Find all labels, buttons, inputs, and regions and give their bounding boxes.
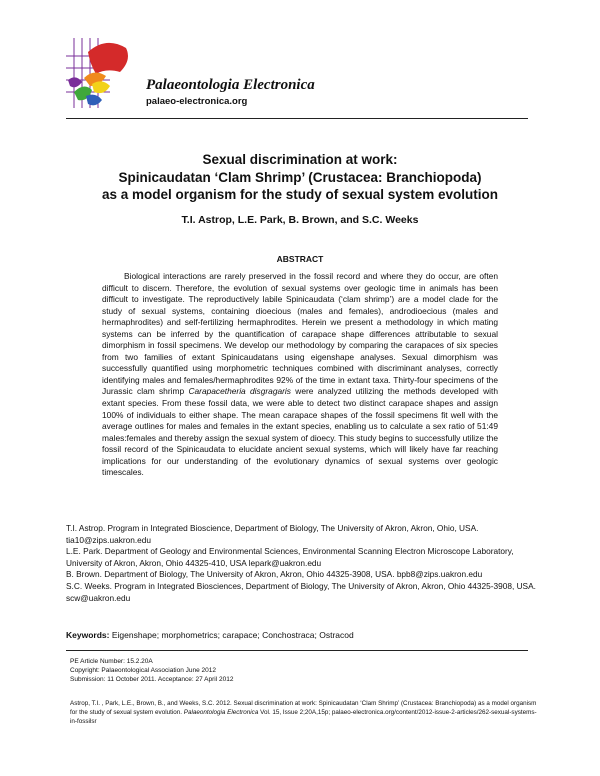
article-title bbox=[60, 151, 540, 204]
citation-volume: Vol. 15, Issue 2;20A,15p; bbox=[260, 709, 331, 717]
submission-dates: Submission: 11 October 2011. Acceptance: 27 April 2012 bbox=[70, 676, 234, 684]
article-number: PE Article Number: 15.2.20A bbox=[70, 658, 153, 665]
affiliation-item: S.C. Weeks. Program in Integrated Biosciences, Department of Biology, The University of Akron, Akron, Ohio 44325-3908, USA. scw@uakron.edu bbox=[66, 580, 536, 603]
affiliations bbox=[66, 523, 538, 604]
abstract-species: Carapacetheria disgragaris bbox=[188, 386, 291, 397]
keywords-text: Eigenshape; morphometrics; carapace; Conchostraca; Ostracod bbox=[111, 630, 354, 640]
authors: T.I. Astrop, L.E. Park, B. Brown, and S.C. Weeks bbox=[181, 214, 419, 226]
citation-text: Astrop, T.I. , Park, L.E., Brown, B., and Weeks, S.C. 2012. Sexual discrimination at work: Spinicaudatan ‘Clam Shrimp’ (Crustacea: Branchiopoda) as a model organism for the study of sexual system evolution. bbox=[70, 700, 537, 717]
citation-journal: Palaeontologia Electronica bbox=[183, 709, 259, 717]
journal-url[interactable]: palaeo-electronica.org bbox=[146, 96, 248, 107]
copyright: Copyright: Palaeontological Association June 2012 bbox=[70, 667, 216, 675]
journal-name: Palaeontologia Electronica bbox=[146, 77, 315, 93]
citation-url[interactable]: palaeo-electronica.org/content/2012-issue-2-articles/262-sexual-systems-in-fossilsr bbox=[70, 709, 537, 726]
title-line: Sexual discrimination at work: bbox=[202, 152, 398, 167]
citation bbox=[70, 699, 538, 727]
title-line: Spinicaudatan ‘Clam Shrimp’ (Crustacea: Branchiopoda) bbox=[118, 169, 482, 185]
title-line: as a model organism for the study of sexual system evolution bbox=[101, 187, 499, 202]
keywords bbox=[66, 630, 354, 640]
affiliation-item: L.E. Park. Department of Geology and Environmental Sciences, Environmental Scanning Electron Microscope Laboratory, University of Akron, Akron, Ohio 44325-410, USA lepark@uakron.edu bbox=[66, 546, 514, 568]
footer-rule bbox=[66, 650, 528, 651]
article-meta bbox=[70, 657, 233, 685]
affiliation-item: B. Brown. Department of Biology, The University of Akron, Akron, Ohio 44325-3908, USA. bpb8@zips.uakron.edu bbox=[66, 569, 483, 580]
abstract-text bbox=[102, 271, 498, 479]
abstract-heading: ABSTRACT bbox=[276, 254, 324, 264]
keywords-label: Keywords: bbox=[66, 630, 110, 640]
affiliation-item: T.I. Astrop. Program in Integrated Bioscience, Department of Biology, The University of Akron, Akron, Ohio, USA. tia10@zips.uakron.edu bbox=[66, 523, 479, 545]
abstract-part-2: were analyzed utilizing the methods developed with extant species. From these fossil data, we were able to detect two distinct carapace shapes and assign 100% of individuals to either shape. The mean carapace shapes of the fossil specimens fit well with the average outlines for males and females in the extant species, enabling us to calculate a sex ratio of 51:49 males:females and thereby assign the sexual system of dioecy. This study begins to successfully utilize the fossil record of the Spinicaudata to elucidate ancient sexual systems, which will likely have far reaching implications for our understanding of the evolutionary dynamics of sexual systems over geologic timescales. bbox=[102, 386, 499, 478]
header-rule bbox=[66, 118, 528, 119]
journal-logo bbox=[66, 38, 132, 108]
abstract-part-1: Biological interactions are rarely preserved in the fossil record and where they do occur, are often difficult to discern. Therefore, the evolution of sexual systems over geologic time in animals has been difficult to investigate. The reproductively labile Spinicaudata (‘clam shrimp’) are a model clade for the study of sexual systems, containing dioecious (males and females), androdioecious (males and hermaphrodites) and self-fertilizing hermaphrodites. Herein we present a methodology in which mating systems can be inferred by the quantification of carapace shape differences attributable to sexual dimorphism in fossil specimens. We develop our methodology by comparing the carapaces of six species from two families of extant Spinicaudatans using eigenshape analyses. Sexual dimorphism was successfully quantified using morphometric techniques combined with discriminant analyses, correctly identifying males and females/hermaphrodites 92% of the time in extant taxa. Thirty-four specimens of the Jurassic clam shrimp bbox=[102, 271, 498, 397]
